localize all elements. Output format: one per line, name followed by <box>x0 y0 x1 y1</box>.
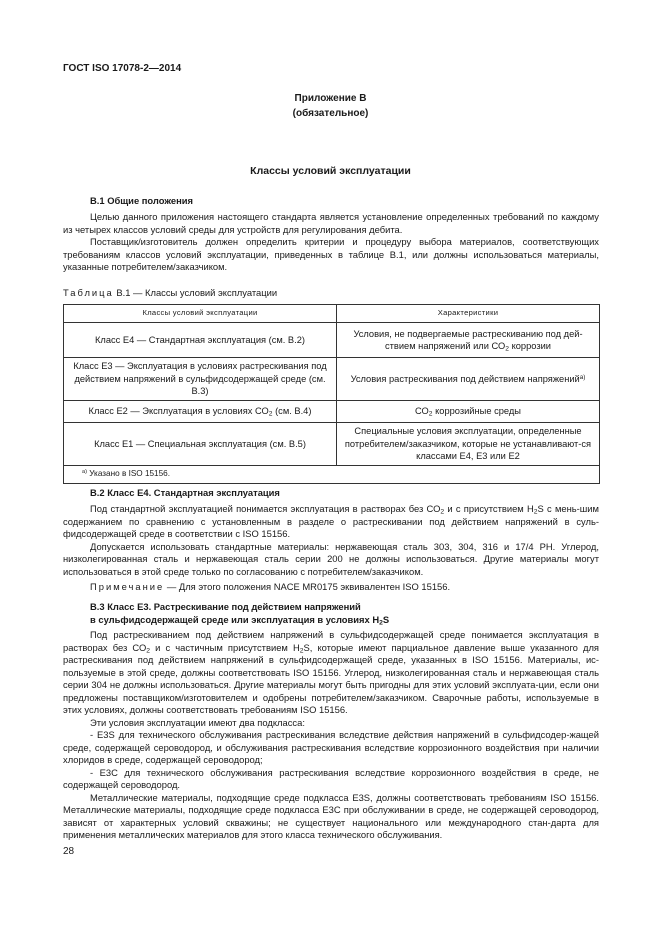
page-number: 28 <box>63 846 75 857</box>
table-caption-text: В.1 — Классы условий эксплуатации <box>116 287 278 298</box>
section-b3-paragraph: Под растрескиванием под действием напряжений в сульфидсодержащей среде понимается эксплуатация в растворах без $СО_2$ и с частичным присутствием $Н_2S$, которые имеют парциальное давление выше указанного для растрескивания под действием напряжений в сульфидсодержащей среде, указанных в ISO 15156. Материалы, ис-пользуемые в этой среде, должны соответствовать ISO 15156. Углерод, низколегированная сталь и нержавеющая сталь серии 304 не должны использоваться. Другие материалы могут быть пригодны для этих условий эксплуата-ции, если они предложены поставщиком/изготовителем и одобрены потребителем/заказчиком. Сварочные работы, используемые в этих условиях, должны соответствовать требованиям ISO 15156. <box>63 629 599 715</box>
table-row <box>64 401 600 423</box>
table-cell: Класс Е3 — Эксплуатация в условиях растрескивания под действием напряжений в сульфидсодержащей среде (см. В.3) <box>64 358 337 401</box>
section-b3-heading: В.3 Класс Е3. Растрескивание под действием напряжений в сульфидсодержащей среде или эксплуатация в условиях $Н_2S$ <box>90 601 390 627</box>
note-label: Примечание <box>90 581 165 592</box>
subclass-e3c-item: - Е3С для технического обслуживания растрескивания вследствие коррозионного воздействия в среде, не содержащей сероводород. <box>63 766 599 790</box>
document-header: ГОСТ ISO 17078-2—2014 <box>63 63 182 74</box>
annex-heading <box>0 92 661 121</box>
subclass-e3s-item: - Е3S для технического обслуживания растрескивания вследствие действия напряжений в сульфидсодер-жащей среде, содержащей сероводород, и обслуживания растрескивания вследствие коррозионного воздействия при наличии хлоридов в среде, содержащей сероводород; <box>63 729 599 765</box>
annex-status: (обязательное) <box>292 107 369 119</box>
table-footnote-row <box>64 466 600 484</box>
section-b2-paragraph: Под стандартной эксплуатацией понимается эксплуатация в растворах без $СО_2$ и с присутствием $Н_2S$ с мень-шим содержанием по сравнению с установленным в разделе о растрескивании под действием напряжений в суль-фидсодержащей среде в соответствии с ISO 15156. <box>63 503 599 539</box>
section-b2-paragraph: Допускается использовать стандартные материалы: нержавеющая сталь 303, 304, 316 и 17/4 PH. Углерод, низколегированная сталь и нержавеющая сталь серии 200 не должны использоваться. Другие материалы могут использоваться в этой среде только по согласованию с потребителем/заказчиком. <box>63 540 599 577</box>
table-footnote: $^{а)}$ Указано в ISO 15156. <box>64 466 600 484</box>
annex-title: Классы условий эксплуатации <box>250 165 411 177</box>
table-caption-prefix: Таблица <box>63 287 114 298</box>
table-header-row <box>64 305 600 323</box>
service-classes-table <box>63 304 600 484</box>
section-b2-body <box>63 503 599 578</box>
section-b3-body <box>63 629 599 842</box>
table-caption <box>63 287 277 300</box>
table-row <box>64 358 600 401</box>
section-b1-paragraph: Целью данного приложения настоящего стандарта является установление определенных требований по каждому из четырех классов условий среды для устройств для регулирования дебита. <box>63 211 599 235</box>
table-cell: Условия, не подвергаемые растрескиванию под дей-ствием напряжений или $СО_2$ коррозии <box>337 323 600 358</box>
table-cell: Условия растрескивания под действием напряжений$^{а)}$ <box>337 358 600 401</box>
table-cell: Специальные условия эксплуатации, определенные потребителем/заказчиком, которые не устанавливают-ся классами Е4, Е3 или Е2 <box>337 423 600 466</box>
section-b3-paragraph: Эти условия эксплуатации имеют два подкласса: <box>90 716 305 728</box>
table-header-characteristics: Характеристики <box>337 305 600 323</box>
table-cell: Класс Е2 — Эксплуатация в условиях $СО_2$ (см. В.4) <box>64 401 337 423</box>
section-b1-body <box>63 211 599 274</box>
table-row <box>64 423 600 466</box>
note <box>90 581 450 594</box>
section-b1-paragraph: Поставщик/изготовитель должен определить критерии и процедуру выбора материалов, соответствующих требованиям классов условий эксплуатации, приведенных в таблице В.1, или должны использоваться материалы, указанные потребителем/заказчиком. <box>63 236 599 272</box>
table-cell: Класс Е1 — Специальная эксплуатация (см. В.5) <box>64 423 337 466</box>
section-b2-heading: В.2 Класс Е4. Стандартная эксплуатация <box>90 487 280 498</box>
table-header-classes: Классы условий эксплуатации <box>64 305 337 323</box>
section-b3-paragraph: Металлические материалы, подходящие среде подкласса Е3S, должны соответствовать требованиям ISO 15156. Металлические материалы, подходящие среде подкласса Е3С при обслуживании в среде, не содержащей сероводород, зависят от характерных условий скважины; не существует национального или международного стан-дарта для применения металлических материалов для этого класса технического обслуживания. <box>63 791 599 840</box>
section-b1-heading: В.1 Общие положения <box>90 195 193 206</box>
table-cell: $СО_2$ коррозийные среды <box>337 401 600 423</box>
table-cell: Класс Е4 — Стандартная эксплуатация (см. В.2) <box>64 323 337 358</box>
annex-label: Приложение В <box>294 93 367 104</box>
note-text: — Для этого положения NACE MR0175 эквивалентен ISO 15156. <box>164 581 451 592</box>
table-row <box>64 323 600 358</box>
